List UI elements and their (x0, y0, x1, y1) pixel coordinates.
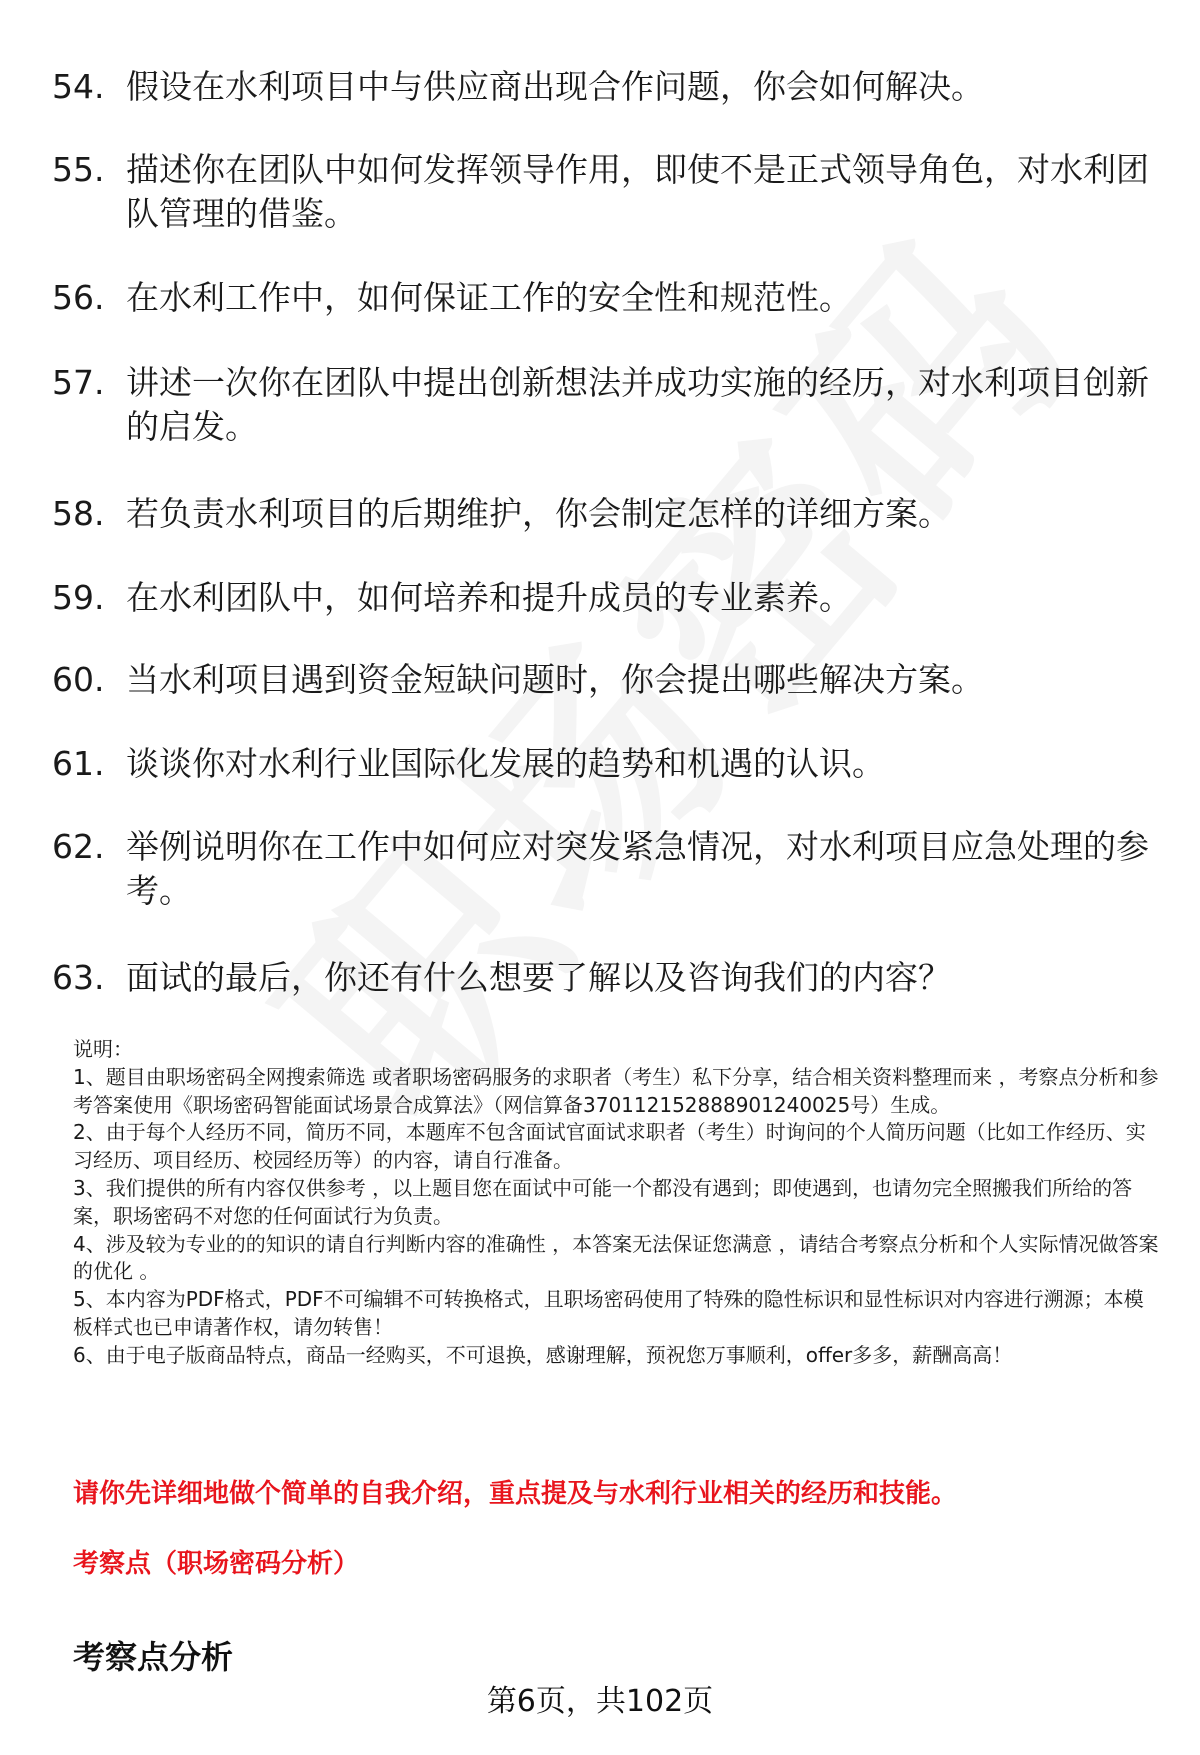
section-heading: 考察点分析 (73, 1638, 234, 1676)
question-item (52, 492, 1152, 536)
question-text: 在水利工作中，如何保证工作的安全性和规范性。 (126, 278, 852, 317)
question-text: 谈谈你对水利行业国际化发展的趋势和机遇的认识。 (126, 744, 885, 783)
question-item (52, 658, 1152, 702)
question-item (52, 65, 1152, 109)
question-text: 面试的最后，你还有什么想要了解以及咨询我们的内容？ (126, 958, 951, 997)
notes-section (73, 1036, 1163, 1370)
analysis-label: 考察点（职场密码分析） (73, 1549, 360, 1579)
question-text: 假设在水利项目中与供应商出现合作问题，你会如何解决。 (126, 67, 984, 106)
question-number: 57. (52, 363, 105, 402)
question-number: 54. (52, 67, 105, 106)
note-item: 1、题目由职场密码全网搜索筛选 或者职场密码服务的求职者（考生）私下分享，结合相关资料整理而来 ，考察点分析和参考答案使用《职场密码智能面试场景合成算法》（网信算备370112152888901240025号）生成。 (73, 1064, 1159, 1117)
question-number: 63. (52, 958, 105, 997)
note-item: 3、我们提供的所有内容仅供参考 ，以上题目您在面试中可能一个都没有遇到；即使遇到，也请勿完全照搬我们所给的答案，职场密码不对您的任何面试行为负责。 (73, 1175, 1133, 1228)
featured-question: 请你先详细地做个简单的自我介绍，重点提及与水利行业相关的经历和技能。 (73, 1479, 958, 1509)
question-item (52, 148, 1152, 236)
question-item (52, 361, 1152, 449)
question-item (52, 825, 1152, 913)
question-text: 当水利项目遇到资金短缺问题时，你会提出哪些解决方案。 (126, 660, 984, 699)
question-item (52, 576, 1152, 620)
question-number: 58. (52, 494, 105, 533)
question-item (52, 956, 1152, 1000)
question-item (52, 276, 1152, 320)
question-number: 55. (52, 150, 105, 189)
question-item (52, 742, 1152, 786)
note-item: 2、由于每个人经历不同，简历不同，本题库不包含面试官面试求职者（考生）时询问的个人简历问题（比如工作经历、实习经历、项目经历、校园经历等）的内容，请自行准备。 (73, 1120, 1146, 1173)
note-item: 6、由于电子版商品特点，商品一经购买，不可退换，感谢理解，预祝您万事顺利，offer多多，薪酬高高！ (73, 1342, 1013, 1367)
question-text: 在水利团队中，如何培养和提升成员的专业素养。 (126, 578, 852, 617)
question-number: 59. (52, 578, 105, 617)
notes-title: 说明： (73, 1037, 133, 1061)
page-footer: 第6页，共102页 (486, 1684, 714, 1719)
note-item: 5、本内容为PDF格式，PDF不可编辑不可转换格式，且职场密码使用了特殊的隐性标识和显性标识对内容进行溯源；本模板样式也已申请著作权，请勿转售！ (73, 1287, 1144, 1339)
question-text: 若负责水利项目的后期维护，你会制定怎样的详细方案。 (126, 494, 951, 533)
question-number: 62. (52, 827, 105, 866)
question-text: 举例说明你在工作中如何应对突发紧急情况，对水利项目应急处理的参考。 (126, 827, 1149, 910)
question-number: 61. (52, 744, 105, 783)
question-text: 讲述一次你在团队中提出创新想法并成功实施的经历，对水利项目创新的启发。 (126, 363, 1149, 446)
question-number: 60. (52, 660, 105, 699)
question-number: 56. (52, 278, 105, 317)
question-text: 描述你在团队中如何发挥领导作用，即使不是正式领导角色，对水利团队管理的借鉴。 (126, 150, 1149, 233)
note-item: 4、涉及较为专业的的知识的请自行判断内容的准确性 ，本答案无法保证您满意 ，请结合考察点分析和个人实际情况做答案的优化 。 (73, 1231, 1159, 1284)
